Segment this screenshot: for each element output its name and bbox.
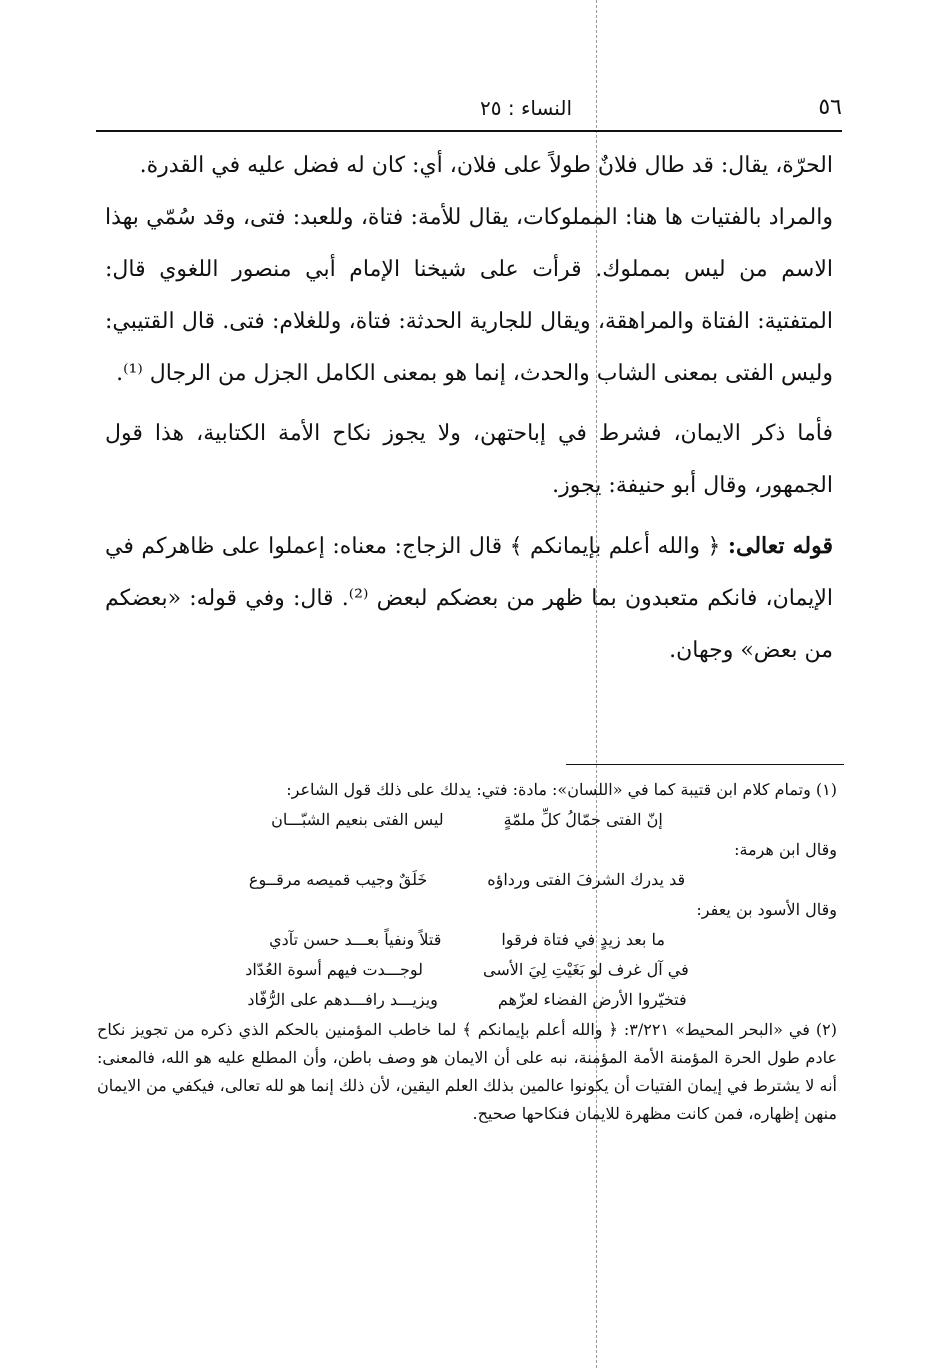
verse-hemistich: قتلاً ونفياً بعـــد حسن تآدي	[269, 930, 442, 949]
poet-intro: وقال ابن هرمة:	[734, 840, 837, 859]
poem-verse	[97, 956, 837, 984]
poem-verse	[97, 986, 837, 1014]
footnote-1-intro: (١) وتمام كلام ابن قتيبة كما في «اللسان»: مادة: فتي: يدلك على ذلك قول الشاعر:	[286, 780, 837, 799]
footnotes	[97, 776, 837, 1128]
verse-lead: قوله تعالى:	[727, 533, 834, 559]
verse-hemistich: ليس الفتى بنعيم الشبّـــان	[271, 810, 444, 829]
verse-hemistich: ويزيـــد رافـــدهم على الرُّفّاد	[247, 990, 438, 1009]
header-rule	[96, 130, 842, 132]
poem-verse	[97, 866, 837, 894]
poem-verse	[97, 806, 837, 834]
verse-hemistich: إنّ الفتى حمّالُ كلِّ ملمّةٍ	[503, 810, 663, 829]
footnote-2: (٢) في «البحر المحيط» ٣/٢٢١: ﴿ والله أعلم بإيمانكم ﴾ لما خاطب المؤمنين بالحكم الذي ذكره من تجويز نكاح عادم طول الحرة المؤمنة الأمة المؤمنة، نبه على أن الايمان هو وصف باطن، وأن المطلع عليه هو الله، فالمعنى: أنه لا يشترط في إيمان الفتيات أن يكونوا عالمين بذلك العلم اليقين، لأن ذلك إنما هو لله تعالى، فيكفي من الايمان منهن إظهاره، فمن كانت مظهرة للايمان فنكاحها صحيح.	[97, 1020, 837, 1123]
verse-commentary-paragraph	[105, 520, 833, 677]
footnote-rule	[566, 764, 844, 765]
page-header	[96, 92, 842, 128]
verse-hemistich: فتخيّروا الأرض الفضاء لعزّهم	[497, 990, 687, 1009]
verse-hemistich: لوجـــدت فيهم أسوة العُدّاد	[245, 960, 424, 979]
paragraph: الحرّة، يقال: قد طال فلانٌ طولاً على فلان، أي: كان له فضل عليه في القدرة.	[139, 153, 833, 178]
verse-hemistich: في آل غرف لو بَغَيْتِ لِيَ الأسى	[483, 960, 689, 979]
poem-verse	[97, 926, 837, 954]
poet-intro: وقال الأسود بن يعفر:	[696, 900, 837, 919]
verse-hemistich: خَلَقٌ وجيب قميصه مرقــوع	[248, 870, 428, 889]
verse-hemistich: قد يدرك الشرفَ الفتى ورداؤه	[487, 870, 686, 889]
paragraph: فأما ذكر الايمان، فشرط في إباحتهن، ولا يجوز نكاح الأمة الكتابية، هذا قول الجمهور، وقال أبو حنيفة: يجوز.	[105, 421, 833, 498]
verse-hemistich: ما بعد زيدٍ في فتاة فرقوا	[501, 930, 665, 949]
running-head: النساء : ٢٥	[480, 96, 572, 120]
verse-commentary-text: ﴿ والله أعلم بإيمانكم ﴾ قال الزجاج: معناه: إعملوا على ظاهركم في الإيمان، فانكم متعبدون بما ظهر من بعضكم لبعض ⁽²⁾. قال: وفي قوله: «بعضكم من بعض» وجهان.	[105, 534, 834, 663]
page-number: ٥٦	[818, 95, 842, 120]
main-text	[105, 140, 833, 677]
paragraph: والمراد بالفتيات ها هنا: المملوكات، يقال للأمة: فتاة، وللعبد: فتى، وقد سُمّي بهذا الاسم من ليس بمملوك. قرأت على شيخنا الإمام أبي منصور اللغوي قال: المتفتية: الفتاة والمراهقة، ويقال للجارية الحدثة: فتاة، وللغلام: فتى. قال القتيبي: وليس الفتى بمعنى الشاب والحدث، إنما هو بمعنى الكامل الجزل من الرجال ⁽¹⁾.	[105, 205, 833, 386]
